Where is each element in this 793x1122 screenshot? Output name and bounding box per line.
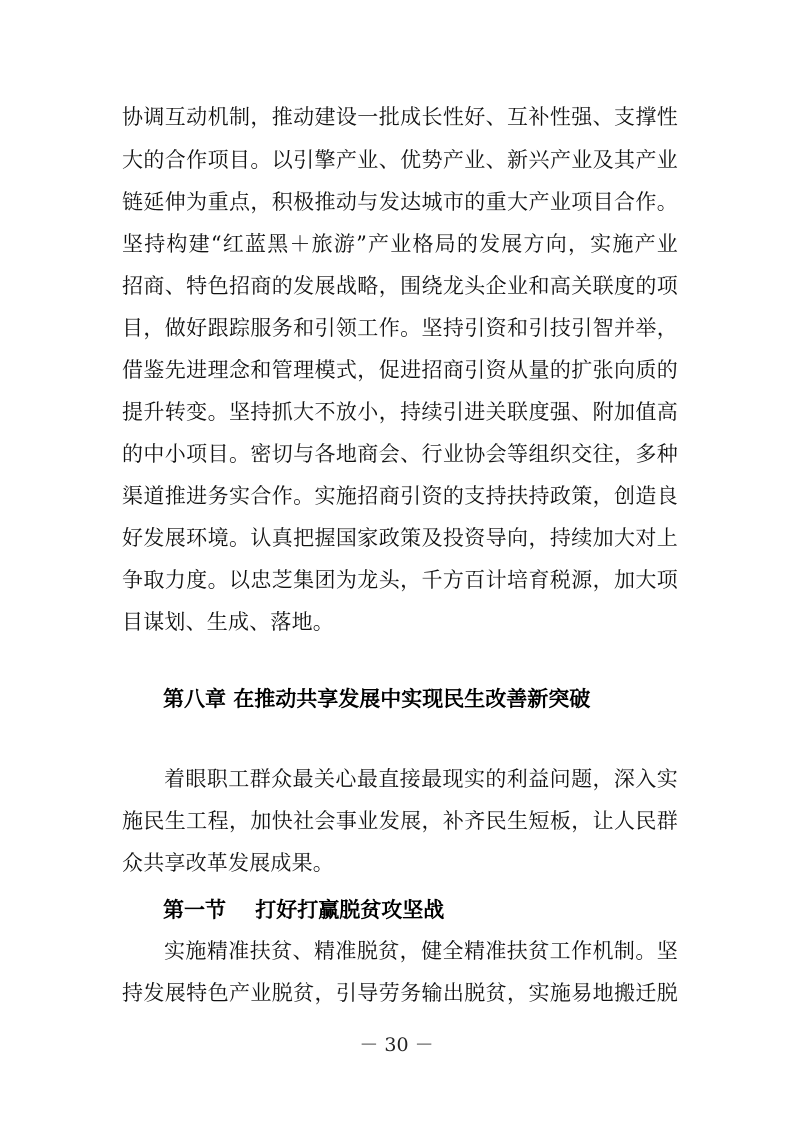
- chapter-heading: 第八章 在推动共享发展中实现民生改善新突破: [163, 687, 591, 711]
- text-line: 坚持构建“红蓝黑＋旅游”产业格局的发展方向，实施产业: [122, 232, 678, 256]
- text-line: 大的合作项目。以引擎产业、优势产业、新兴产业及其产业: [122, 148, 678, 172]
- text-line: 好发展环境。认真把握国家政策及投资导向，持续加大对上: [122, 526, 678, 550]
- text-line: 链延伸为重点，积极推动与发达城市的重大产业项目合作。: [122, 190, 678, 214]
- text-line: 众共享改革发展成果。: [122, 851, 334, 875]
- text-line: 渠道推进务实合作。实施招商引资的支持扶持政策，创造良: [122, 484, 678, 508]
- text-line: 协调互动机制，推动建设一批成长性好、互补性强、支撑性: [122, 105, 678, 129]
- text-line: 提升转变。坚持抓大不放小，持续引进关联度强、附加值高: [122, 400, 678, 424]
- text-line: 施民生工程，加快社会事业发展，补齐民生短板，让人民群: [122, 809, 678, 833]
- text-line: 实施精准扶贫、精准脱贫，健全精准扶贫工作机制。坚: [164, 939, 678, 963]
- text-line: 招商、特色招商的发展战略，围绕龙头企业和高关联度的项: [122, 274, 678, 298]
- text-line: 持发展特色产业脱贫，引导劳务输出脱贫，实施易地搬迁脱: [122, 981, 678, 1005]
- text-line: 目，做好跟踪服务和引领工作。坚持引资和引技引智并举，: [122, 316, 678, 340]
- text-line: 的中小项目。密切与各地商会、行业协会等组织交往，多种: [122, 442, 678, 466]
- text-line: 着眼职工群众最关心最直接最现实的利益问题，深入实: [164, 767, 678, 791]
- text-line: 争取力度。以忠芝集团为龙头，千方百计培育税源，加大项: [122, 568, 678, 592]
- text-line: 借鉴先进理念和管理模式，促进招商引资从量的扩张向质的: [122, 358, 678, 382]
- text-line: 目谋划、生成、落地。: [122, 610, 334, 634]
- section-heading: 第一节 打好打赢脱贫攻坚战: [163, 898, 445, 922]
- page-number: － 30 －: [359, 1034, 434, 1056]
